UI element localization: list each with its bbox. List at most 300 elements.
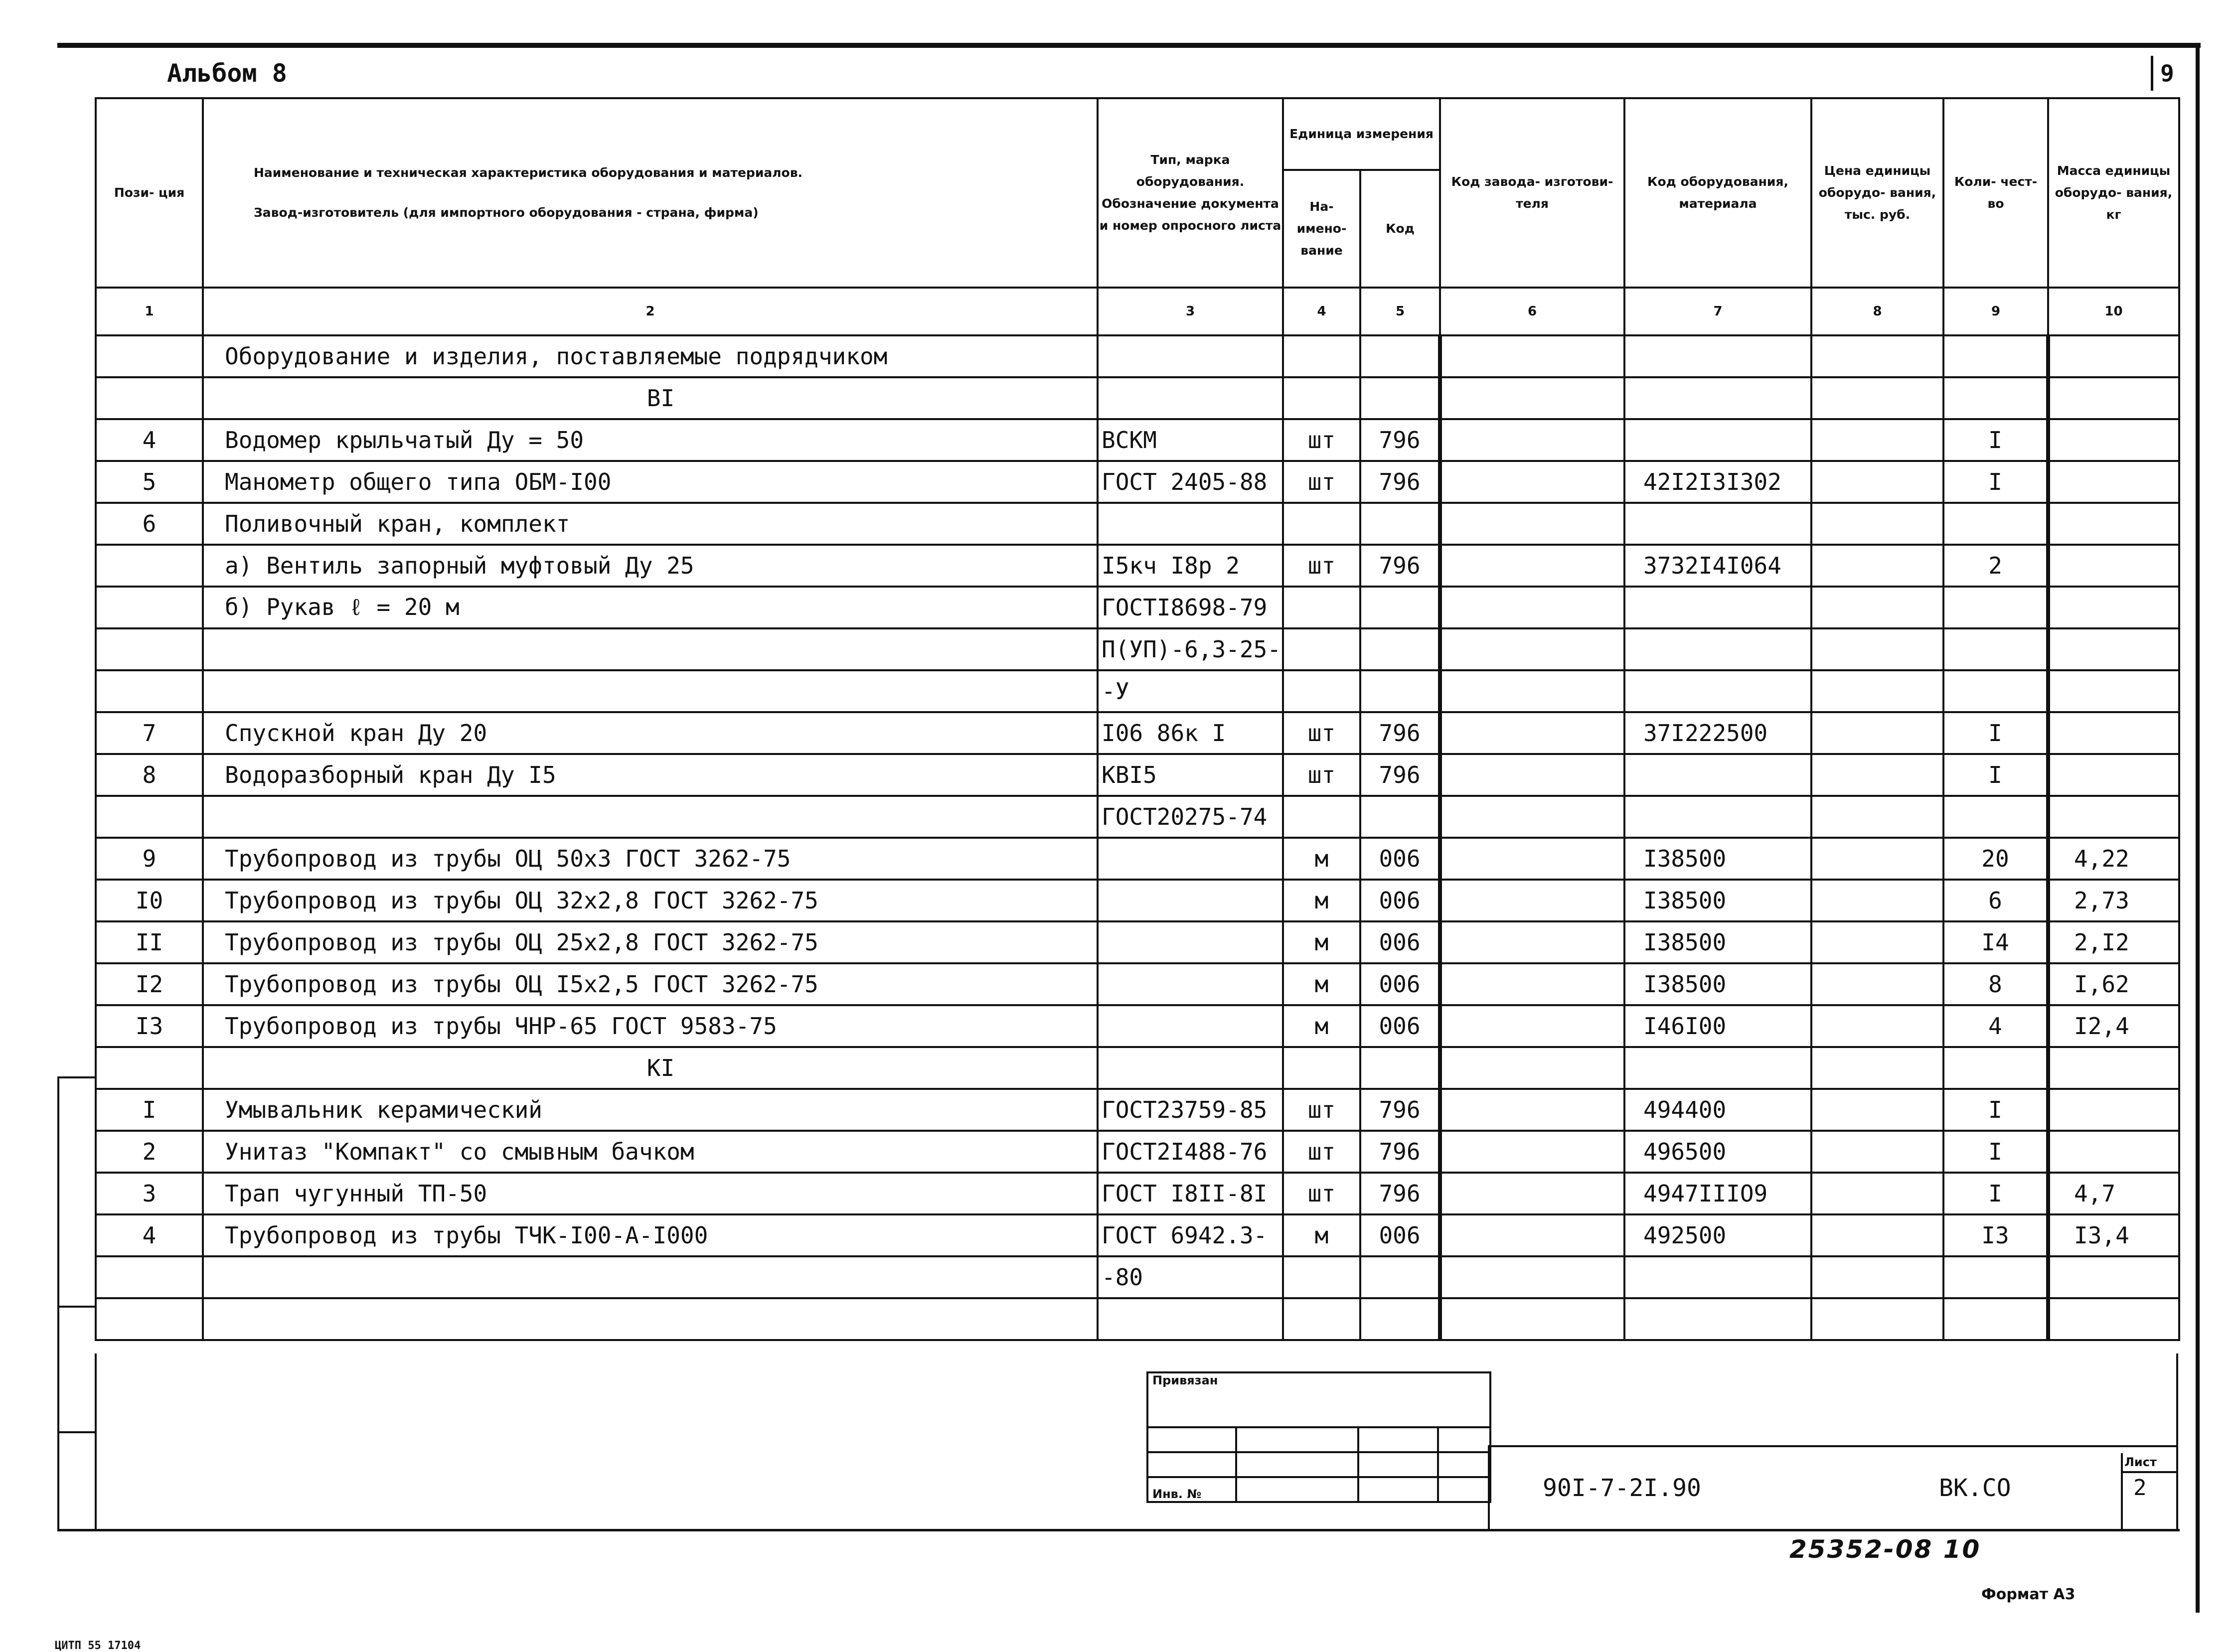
cell-type <box>1098 335 1283 377</box>
cell-price <box>1811 1214 1943 1256</box>
cell-unit-code <box>1360 1256 1440 1298</box>
cell-type: КВI5 <box>1098 754 1283 796</box>
cell-equip-code <box>1624 1256 1811 1298</box>
left-margin-box <box>57 1076 95 1531</box>
cell-position <box>96 670 203 712</box>
cell-quantity: 4 <box>1943 1005 2048 1047</box>
cell-price <box>1811 1089 1943 1131</box>
table-row <box>96 754 2179 796</box>
cell-price <box>1811 377 1943 419</box>
table-row <box>96 335 2179 377</box>
cell-name: Водомер крыльчатый Ду = 50 <box>203 419 1098 461</box>
cell-unit-code <box>1360 1298 1440 1340</box>
cell-unit <box>1283 377 1360 419</box>
cell-equip-code <box>1624 587 1811 628</box>
cell-type: ГОСТI8698-79 <box>1098 587 1283 628</box>
cell-equip-code: 496500 <box>1624 1131 1811 1173</box>
cell-unit <box>1283 670 1360 712</box>
cell-name <box>203 1256 1098 1298</box>
cell-position: 2 <box>96 1131 203 1173</box>
cell-quantity <box>1943 628 2048 670</box>
cell-unit: м <box>1283 838 1360 880</box>
table-row <box>96 712 2179 754</box>
cell-equip-code: 37I222500 <box>1624 712 1811 754</box>
cell-unit-code: 796 <box>1360 712 1440 754</box>
cell-unit: шт <box>1283 754 1360 796</box>
cell-type <box>1098 503 1283 545</box>
cell-type: П(УП)-6,3-25- <box>1098 628 1283 670</box>
cell-unit-code: 796 <box>1360 1131 1440 1173</box>
cell-mass: 4,22 <box>2048 838 2179 880</box>
stamp-linked-label: Привязан <box>1147 1372 1490 1427</box>
cell-quantity <box>1943 1256 2048 1298</box>
album-title: Альбом 8 <box>167 59 287 88</box>
cell-price <box>1811 628 1943 670</box>
cell-unit: м <box>1283 1005 1360 1047</box>
cell-quantity <box>1943 796 2048 838</box>
cell-type: ГОСТ 2405-88 <box>1098 461 1283 503</box>
column-number: 5 <box>1360 288 1440 335</box>
cell-unit-code: 796 <box>1360 461 1440 503</box>
cell-mfr-code <box>1440 1089 1624 1131</box>
cell-name: Трубопровод из трубы ОЦ 50х3 ГОСТ 3262-75 <box>203 838 1098 880</box>
table-row <box>96 461 2179 503</box>
cell-equip-code <box>1624 1298 1811 1340</box>
column-number: 9 <box>1943 288 2048 335</box>
cell-mass <box>2048 503 2179 545</box>
cell-mfr-code <box>1440 545 1624 587</box>
cell-unit: м <box>1283 880 1360 921</box>
header-unit-code: Код <box>1360 170 1440 288</box>
cell-mass <box>2048 461 2179 503</box>
table-row <box>96 963 2179 1005</box>
cell-mfr-code <box>1440 419 1624 461</box>
cell-price <box>1811 1298 1943 1340</box>
cell-mfr-code <box>1440 1173 1624 1214</box>
cell-mass <box>2048 628 2179 670</box>
cell-mass: 2,I2 <box>2048 921 2179 963</box>
table-row <box>96 838 2179 880</box>
cell-unit: шт <box>1283 419 1360 461</box>
column-number: 6 <box>1440 288 1624 335</box>
cell-type: -80 <box>1098 1256 1283 1298</box>
table-row <box>96 377 2179 419</box>
cell-price <box>1811 1005 1943 1047</box>
cell-unit-code: 796 <box>1360 419 1440 461</box>
cell-mfr-code <box>1440 461 1624 503</box>
cell-price <box>1811 335 1943 377</box>
cell-equip-code: I38500 <box>1624 838 1811 880</box>
cell-equip-code <box>1624 335 1811 377</box>
cell-type <box>1098 1005 1283 1047</box>
cell-equip-code <box>1624 377 1811 419</box>
cell-unit-code: 006 <box>1360 963 1440 1005</box>
cell-mfr-code <box>1440 670 1624 712</box>
frame-right-line <box>2196 43 2200 1613</box>
cell-quantity <box>1943 335 2048 377</box>
cell-quantity: I3 <box>1943 1214 2048 1256</box>
cell-unit <box>1283 587 1360 628</box>
table-row <box>96 587 2179 628</box>
column-number: 10 <box>2048 288 2179 335</box>
header-equip-code: Код оборудования, материала <box>1624 98 1811 288</box>
section-label: КI <box>203 1047 1098 1089</box>
cell-price <box>1811 1173 1943 1214</box>
cell-type <box>1098 838 1283 880</box>
cell-type: -У <box>1098 670 1283 712</box>
cell-mfr-code <box>1440 754 1624 796</box>
cell-price <box>1811 963 1943 1005</box>
cell-type: ГОСТ23759-85 <box>1098 1089 1283 1131</box>
cell-unit <box>1283 1298 1360 1340</box>
cell-type: ГОСТ20275-74 <box>1098 796 1283 838</box>
cell-quantity <box>1943 503 2048 545</box>
table-row <box>96 796 2179 838</box>
header-name <box>203 98 1098 288</box>
cell-price <box>1811 587 1943 628</box>
cell-mfr-code <box>1440 377 1624 419</box>
cell-unit-code <box>1360 670 1440 712</box>
cell-mfr-code <box>1440 921 1624 963</box>
cell-equip-code: 42I2I3I302 <box>1624 461 1811 503</box>
cell-mass: 2,73 <box>2048 880 2179 921</box>
header-quantity: Коли- чест- во <box>1943 98 2048 288</box>
cell-equip-code: 492500 <box>1624 1214 1811 1256</box>
column-number-row <box>96 288 2179 335</box>
cell-type: I06 86к I <box>1098 712 1283 754</box>
cell-price <box>1811 712 1943 754</box>
cell-quantity: I <box>1943 419 2048 461</box>
cell-unit <box>1283 796 1360 838</box>
section-label: BI <box>203 377 1098 419</box>
cell-quantity: I4 <box>1943 921 2048 963</box>
cell-name: б) Рукав ℓ = 20 м <box>203 587 1098 628</box>
cell-quantity: I <box>1943 1173 2048 1214</box>
cell-unit-code <box>1360 628 1440 670</box>
cell-unit-code <box>1360 1047 1440 1089</box>
cell-type <box>1098 880 1283 921</box>
cell-equip-code: I38500 <box>1624 880 1811 921</box>
cell-name: Трубопровод из трубы ЧНР-65 ГОСТ 9583-75 <box>203 1005 1098 1047</box>
cell-price <box>1811 461 1943 503</box>
cell-quantity: 2 <box>1943 545 2048 587</box>
page-number: 9 <box>2151 56 2181 91</box>
cell-mass: I3,4 <box>2048 1214 2179 1256</box>
cell-unit: шт <box>1283 1173 1360 1214</box>
cell-quantity <box>1943 1047 2048 1089</box>
cell-equip-code: I38500 <box>1624 921 1811 963</box>
cell-equip-code <box>1624 1047 1811 1089</box>
cell-position: 4 <box>96 1214 203 1256</box>
cell-unit-code: 006 <box>1360 921 1440 963</box>
document-type: ВК.СО <box>1939 1474 2011 1502</box>
cell-mass: 4,7 <box>2048 1173 2179 1214</box>
cell-mfr-code <box>1440 712 1624 754</box>
cell-unit: шт <box>1283 545 1360 587</box>
table-row <box>96 1047 2179 1089</box>
cell-position: I0 <box>96 880 203 921</box>
handwritten-number: 25352-08 10 <box>1789 1535 1981 1564</box>
cell-price <box>1811 754 1943 796</box>
sheet-divider <box>2121 1471 2178 1473</box>
cell-price <box>1811 545 1943 587</box>
sheet-label: Лист <box>2124 1455 2157 1469</box>
cell-mfr-code <box>1440 796 1624 838</box>
cell-equip-code <box>1624 796 1811 838</box>
header-mfr-code: Код завода- изготови- теля <box>1440 98 1624 288</box>
cell-unit-code: 796 <box>1360 754 1440 796</box>
cell-mfr-code <box>1440 1214 1624 1256</box>
cell-mass <box>2048 1047 2179 1089</box>
cell-price <box>1811 1256 1943 1298</box>
column-number: 7 <box>1624 288 1811 335</box>
cell-position <box>96 1047 203 1089</box>
cell-position: II <box>96 921 203 963</box>
cell-mass <box>2048 796 2179 838</box>
cell-unit: м <box>1283 921 1360 963</box>
cell-mass <box>2048 1131 2179 1173</box>
cell-position: 7 <box>96 712 203 754</box>
cell-price <box>1811 796 1943 838</box>
table-row <box>96 880 2179 921</box>
sheet-number: 2 <box>2133 1475 2147 1501</box>
cell-unit: шт <box>1283 461 1360 503</box>
cell-name: Умывальник керамический <box>203 1089 1098 1131</box>
header-price: Цена единицы оборудо- вания, тыс. руб. <box>1811 98 1943 288</box>
cell-mfr-code <box>1440 880 1624 921</box>
cell-price <box>1811 670 1943 712</box>
cell-position: 9 <box>96 838 203 880</box>
cell-type: I5кч I8р 2 <box>1098 545 1283 587</box>
cell-quantity: I <box>1943 1089 2048 1131</box>
cell-mass <box>2048 1256 2179 1298</box>
cell-unit: шт <box>1283 1089 1360 1131</box>
footer-left-code: ЦИТП 55 17104 <box>55 1640 141 1652</box>
cell-position <box>96 1298 203 1340</box>
cell-mass <box>2048 1298 2179 1340</box>
cell-unit: шт <box>1283 1131 1360 1173</box>
cell-unit-code <box>1360 587 1440 628</box>
cell-type <box>1098 1298 1283 1340</box>
cell-type: ГОСТ2I488-76 <box>1098 1131 1283 1173</box>
cell-position: I <box>96 1089 203 1131</box>
column-number: 8 <box>1811 288 1943 335</box>
cell-price <box>1811 503 1943 545</box>
table-row <box>96 628 2179 670</box>
header-name-line1: Наименование и техническая характеристика оборудования и материалов. <box>254 165 803 180</box>
cell-position: 6 <box>96 503 203 545</box>
table-row <box>96 1256 2179 1298</box>
cell-equip-code <box>1624 628 1811 670</box>
cell-equip-code: 3732I4I064 <box>1624 545 1811 587</box>
cell-position <box>96 545 203 587</box>
cell-name <box>203 1298 1098 1340</box>
table-row <box>96 1005 2179 1047</box>
cell-name: Водоразборный кран Ду I5 <box>203 754 1098 796</box>
cell-position: 8 <box>96 754 203 796</box>
cell-position <box>96 377 203 419</box>
cell-mfr-code <box>1440 503 1624 545</box>
cell-unit <box>1283 1047 1360 1089</box>
header-type: Тип, марка оборудования. Обозначение документа и номер опросного листа <box>1098 98 1283 288</box>
cell-equip-code <box>1624 419 1811 461</box>
cell-mass: I2,4 <box>2048 1005 2179 1047</box>
cell-mass <box>2048 1089 2179 1131</box>
cell-mfr-code <box>1440 1256 1624 1298</box>
bottom-rule <box>57 1529 2180 1531</box>
table-row <box>96 1173 2179 1214</box>
table-row <box>96 1131 2179 1173</box>
cell-name: Оборудование и изделия, поставляемые подрядчиком <box>203 335 1098 377</box>
cell-name: Трубопровод из трубы ОЦ 25х2,8 ГОСТ 3262-75 <box>203 921 1098 963</box>
cell-quantity: 6 <box>1943 880 2048 921</box>
cell-quantity <box>1943 670 2048 712</box>
cell-type: ГОСТ I8II-8I <box>1098 1173 1283 1214</box>
cell-quantity: I <box>1943 754 2048 796</box>
cell-mfr-code <box>1440 335 1624 377</box>
cell-unit-code: 006 <box>1360 838 1440 880</box>
format-label: Формат А3 <box>1981 1586 2076 1603</box>
cell-mass <box>2048 545 2179 587</box>
table-row <box>96 1214 2179 1256</box>
cell-mfr-code <box>1440 1131 1624 1173</box>
cell-mass: I,62 <box>2048 963 2179 1005</box>
cell-quantity: I <box>1943 461 2048 503</box>
cell-quantity: I <box>1943 1131 2048 1173</box>
cell-name: Трубопровод из трубы ТЧК-I00-А-I000 <box>203 1214 1098 1256</box>
cell-quantity <box>1943 587 2048 628</box>
cell-position <box>96 796 203 838</box>
cell-name: Трубопровод из трубы ОЦ I5х2,5 ГОСТ 3262-75 <box>203 963 1098 1005</box>
cell-name: Трубопровод из трубы ОЦ 32х2,8 ГОСТ 3262-75 <box>203 880 1098 921</box>
cell-mfr-code <box>1440 963 1624 1005</box>
cell-position: I2 <box>96 963 203 1005</box>
cell-unit-code: 796 <box>1360 1173 1440 1214</box>
cell-unit-code: 796 <box>1360 1089 1440 1131</box>
cell-unit-code: 006 <box>1360 880 1440 921</box>
cell-unit: шт <box>1283 712 1360 754</box>
cell-type <box>1098 377 1283 419</box>
stamp-inv-label: Инв. № <box>1147 1477 1236 1502</box>
header-position: Пози- ция <box>96 98 203 288</box>
cell-equip-code <box>1624 754 1811 796</box>
cell-unit: м <box>1283 963 1360 1005</box>
cell-mass <box>2048 712 2179 754</box>
cell-unit-code: 006 <box>1360 1005 1440 1047</box>
cell-equip-code <box>1624 503 1811 545</box>
cell-name: Манометр общего типа ОБМ-I00 <box>203 461 1098 503</box>
cell-equip-code: 4947IIIO9 <box>1624 1173 1811 1214</box>
cell-price <box>1811 1047 1943 1089</box>
column-number: 2 <box>203 288 1098 335</box>
cell-mfr-code <box>1440 1298 1624 1340</box>
cell-unit <box>1283 503 1360 545</box>
cell-unit-code <box>1360 796 1440 838</box>
cell-quantity <box>1943 377 2048 419</box>
cell-mass <box>2048 587 2179 628</box>
cell-unit-code: 796 <box>1360 545 1440 587</box>
cell-position: 4 <box>96 419 203 461</box>
document-code: 90I-7-2I.90 <box>1543 1474 1701 1502</box>
cell-name: Трап чугунный ТП-50 <box>203 1173 1098 1214</box>
cell-quantity: I <box>1943 712 2048 754</box>
cell-position: 5 <box>96 461 203 503</box>
cell-mass <box>2048 670 2179 712</box>
cell-name: Унитаз "Компакт" со смывным бачком <box>203 1131 1098 1173</box>
cell-price <box>1811 1131 1943 1173</box>
header-unit-name: На- имено- вание <box>1283 170 1360 288</box>
cell-unit-code <box>1360 377 1440 419</box>
column-number: 1 <box>96 288 203 335</box>
cell-mfr-code <box>1440 587 1624 628</box>
cell-unit <box>1283 628 1360 670</box>
cell-unit <box>1283 335 1360 377</box>
cell-price <box>1811 921 1943 963</box>
cell-type <box>1098 1047 1283 1089</box>
cell-unit-code <box>1360 503 1440 545</box>
cell-quantity: 20 <box>1943 838 2048 880</box>
cell-type: ГОСТ 6942.3- <box>1098 1214 1283 1256</box>
cell-mass <box>2048 377 2179 419</box>
table-row <box>96 503 2179 545</box>
table-row <box>96 921 2179 963</box>
header-mass: Масса единицы оборудо- вания, кг <box>2048 98 2179 288</box>
cell-equip-code: I46I00 <box>1624 1005 1811 1047</box>
cell-unit-code: 006 <box>1360 1214 1440 1256</box>
cell-quantity <box>1943 1298 2048 1340</box>
cell-name <box>203 670 1098 712</box>
column-number: 4 <box>1283 288 1360 335</box>
cell-mfr-code <box>1440 838 1624 880</box>
cell-mass <box>2048 754 2179 796</box>
cell-unit <box>1283 1256 1360 1298</box>
table-row <box>96 419 2179 461</box>
cell-name: а) Вентиль запорный муфтовый Ду 25 <box>203 545 1098 587</box>
specification-table <box>95 97 2180 1341</box>
cell-equip-code: I38500 <box>1624 963 1811 1005</box>
cell-position <box>96 335 203 377</box>
cell-mass <box>2048 419 2179 461</box>
stamp-block <box>1146 1371 1491 1503</box>
cell-price <box>1811 419 1943 461</box>
cell-name: Спускной кран Ду 20 <box>203 712 1098 754</box>
cell-equip-code: 494400 <box>1624 1089 1811 1131</box>
cell-mass <box>2048 335 2179 377</box>
cell-name: Поливочный кран, комплект <box>203 503 1098 545</box>
cell-type <box>1098 963 1283 1005</box>
cell-position <box>96 628 203 670</box>
cell-mfr-code <box>1440 628 1624 670</box>
cell-position: I3 <box>96 1005 203 1047</box>
cell-name <box>203 796 1098 838</box>
cell-position: 3 <box>96 1173 203 1214</box>
cell-quantity: 8 <box>1943 963 2048 1005</box>
cell-mfr-code <box>1440 1005 1624 1047</box>
cell-type: ВСКМ <box>1098 419 1283 461</box>
cell-price <box>1811 838 1943 880</box>
header-name-line2: Завод-изготовитель (для импортного оборудования - страна, фирма) <box>254 205 759 220</box>
table-row <box>96 545 2179 587</box>
table-row <box>96 670 2179 712</box>
cell-position <box>96 587 203 628</box>
cell-type <box>1098 921 1283 963</box>
cell-unit-code <box>1360 335 1440 377</box>
table-row <box>96 1298 2179 1340</box>
cell-equip-code <box>1624 670 1811 712</box>
cell-name <box>203 628 1098 670</box>
table-row <box>96 1089 2179 1131</box>
cell-position <box>96 1256 203 1298</box>
